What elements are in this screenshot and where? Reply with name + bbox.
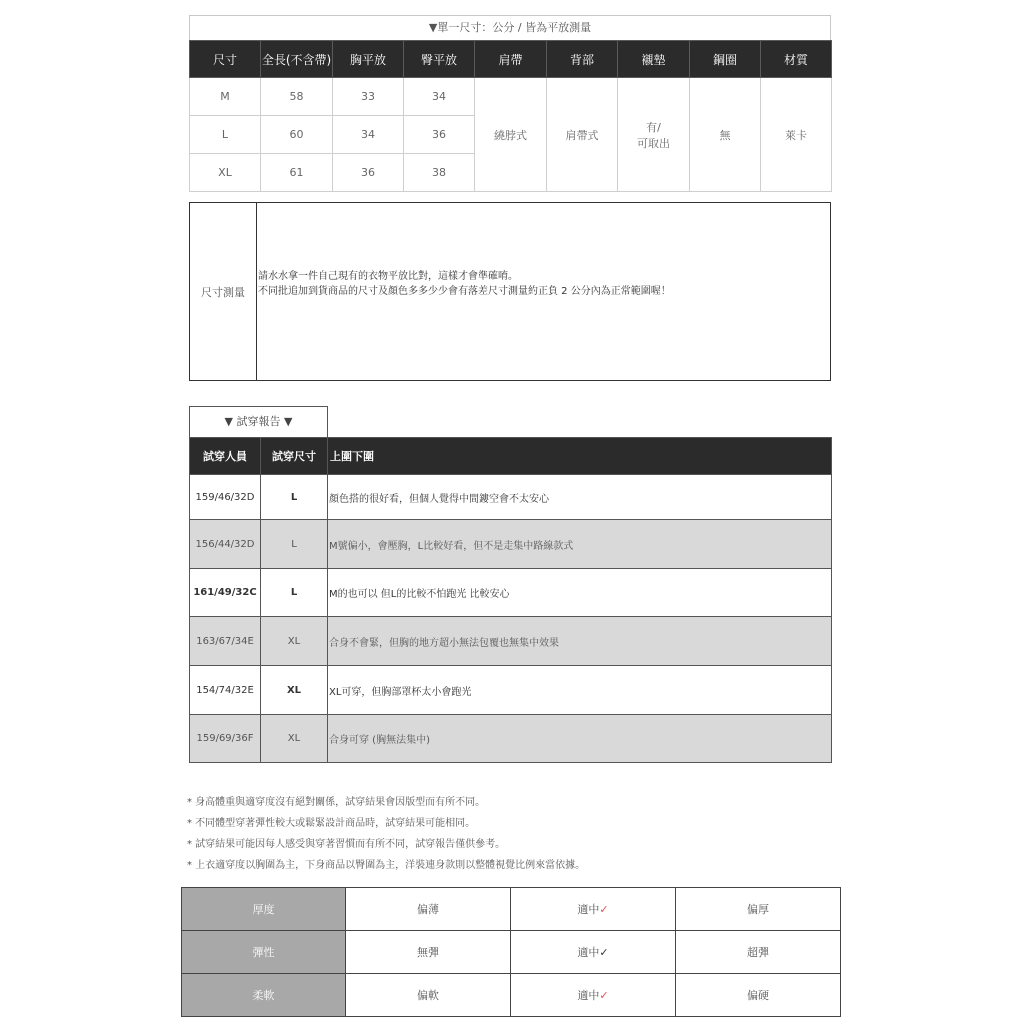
size-table [189,40,832,192]
padding-cell [618,78,690,192]
header-back: 背部 [547,41,618,78]
header-measurements: 上圍下圍 [328,438,832,475]
fit-note-cell: M的也可以 但L的比較不怕跑光 比較安心 [328,569,832,617]
fitting-notes [187,792,585,876]
fabric-label: 厚度 [182,888,346,931]
check-icon: ✓ [599,989,609,1002]
measurement-text [258,269,824,299]
underwire-cell: 無 [690,78,761,192]
header-padding: 襯墊 [618,41,690,78]
tried-size-cell: XL [261,666,328,715]
measurement-line-1: 請水水拿一件自己現有的衣物平放比對，這樣才會準確唷。 [258,271,518,282]
length-cell: 60 [261,116,333,154]
header-tried-size: 試穿尺寸 [261,438,328,475]
hip-cell: 34 [404,78,475,116]
report-row [190,715,832,763]
report-header-row [190,438,832,475]
fabric-option: 偏薄 [346,888,511,931]
chest-cell: 34 [333,116,404,154]
fabric-option-selected [511,888,676,931]
back-cell: 肩帶式 [547,78,618,192]
fit-note-cell: 合身不會緊，但胸的地方超小無法包覆也無集中效果 [328,617,832,666]
fabric-label: 彈性 [182,931,346,974]
check-icon: ✓ [599,903,609,916]
tried-size-cell: L [261,475,328,520]
fabric-option-selected [511,974,676,1017]
length-cell: 61 [261,154,333,192]
size-row-m [190,78,832,116]
header-strap: 肩帶 [475,41,547,78]
fabric-label: 柔軟 [182,974,346,1017]
material-cell: 萊卡 [761,78,832,192]
hip-cell: 36 [404,116,475,154]
report-row [190,666,832,715]
report-row [190,475,832,520]
fit-note-cell: XL可穿，但胸部罩杯太小會跑光 [328,666,832,715]
person-cell: 154/74/32E [190,666,261,715]
fabric-option: 偏軟 [346,974,511,1017]
report-row [190,520,832,569]
report-row [190,569,832,617]
length-cell: 58 [261,78,333,116]
fitting-report-title: ▼ 試穿報告 ▼ [189,406,328,437]
header-size: 尺寸 [190,41,261,78]
person-cell: 163/67/34E [190,617,261,666]
size-cell: XL [190,154,261,192]
size-table-section [189,15,831,192]
check-icon: ✓ [599,946,609,959]
measurement-line-2: 不同批追加到貨商品的尺寸及顏色多多少少會有落差尺寸測量約正負 2 公分內為正常範圍喔！ [258,286,671,297]
size-table-header-row [190,41,832,78]
header-hip: 臀平放 [404,41,475,78]
fit-note-cell: 顏色搭的很好看，但個人覺得中間鏤空會不太安心 [328,475,832,520]
chest-cell: 33 [333,78,404,116]
fabric-option-text: 適中 [577,946,600,959]
chest-cell: 36 [333,154,404,192]
fabric-option-selected [511,931,676,974]
header-material: 材質 [761,41,832,78]
header-person: 試穿人員 [190,438,261,475]
fabric-row-thickness [182,888,841,931]
person-cell: 159/46/32D [190,475,261,520]
tried-size-cell: L [261,520,328,569]
tried-size-cell: XL [261,715,328,763]
size-cell: M [190,78,261,116]
measurement-note-box [189,202,831,381]
fabric-option: 偏硬 [676,974,841,1017]
padding-line2: 可取出 [637,136,670,150]
fabric-option-text: 適中 [577,989,600,1002]
header-length: 全長(不含帶) [261,41,333,78]
note-line: * 身高體重與適穿度沒有絕對關係，試穿結果會因版型而有所不同。 [187,797,486,808]
fabric-properties-table [181,887,841,1017]
tried-size-cell: XL [261,617,328,666]
note-line: * 上衣適穿度以胸圍為主，下身商品以臀圍為主，洋裝連身款則以整體視覺比例來當依據。 [187,860,586,871]
size-table-caption: ▼單一尺寸：公分 / 皆為平放測量 [189,15,831,40]
fit-note-cell: M號偏小，會壓胸，L比較好看，但不是走集中路線款式 [328,520,832,569]
report-row [190,617,832,666]
person-cell: 156/44/32D [190,520,261,569]
note-line: * 試穿結果可能因每人感受與穿著習慣而有所不同，試穿報告僅供參考。 [187,839,506,850]
tried-size-cell: L [261,569,328,617]
fabric-option-text: 適中 [577,903,600,916]
measurement-label: 尺寸測量 [190,203,257,380]
padding-line1: 有/ [646,120,661,134]
fabric-option: 超彈 [676,931,841,974]
note-line: * 不同體型穿著彈性較大或鬆緊設計商品時，試穿結果可能相同。 [187,818,476,829]
fitting-report-table [189,437,832,763]
header-underwire: 鋼圈 [690,41,761,78]
fabric-row-elasticity [182,931,841,974]
fabric-option: 無彈 [346,931,511,974]
hip-cell: 38 [404,154,475,192]
fit-note-cell: 合身可穿 (胸無法集中) [328,715,832,763]
person-cell: 159/69/36F [190,715,261,763]
person-cell: 161/49/32C [190,569,261,617]
header-chest: 胸平放 [333,41,404,78]
size-cell: L [190,116,261,154]
strap-cell: 繞脖式 [475,78,547,192]
fabric-option: 偏厚 [676,888,841,931]
fabric-row-softness [182,974,841,1017]
